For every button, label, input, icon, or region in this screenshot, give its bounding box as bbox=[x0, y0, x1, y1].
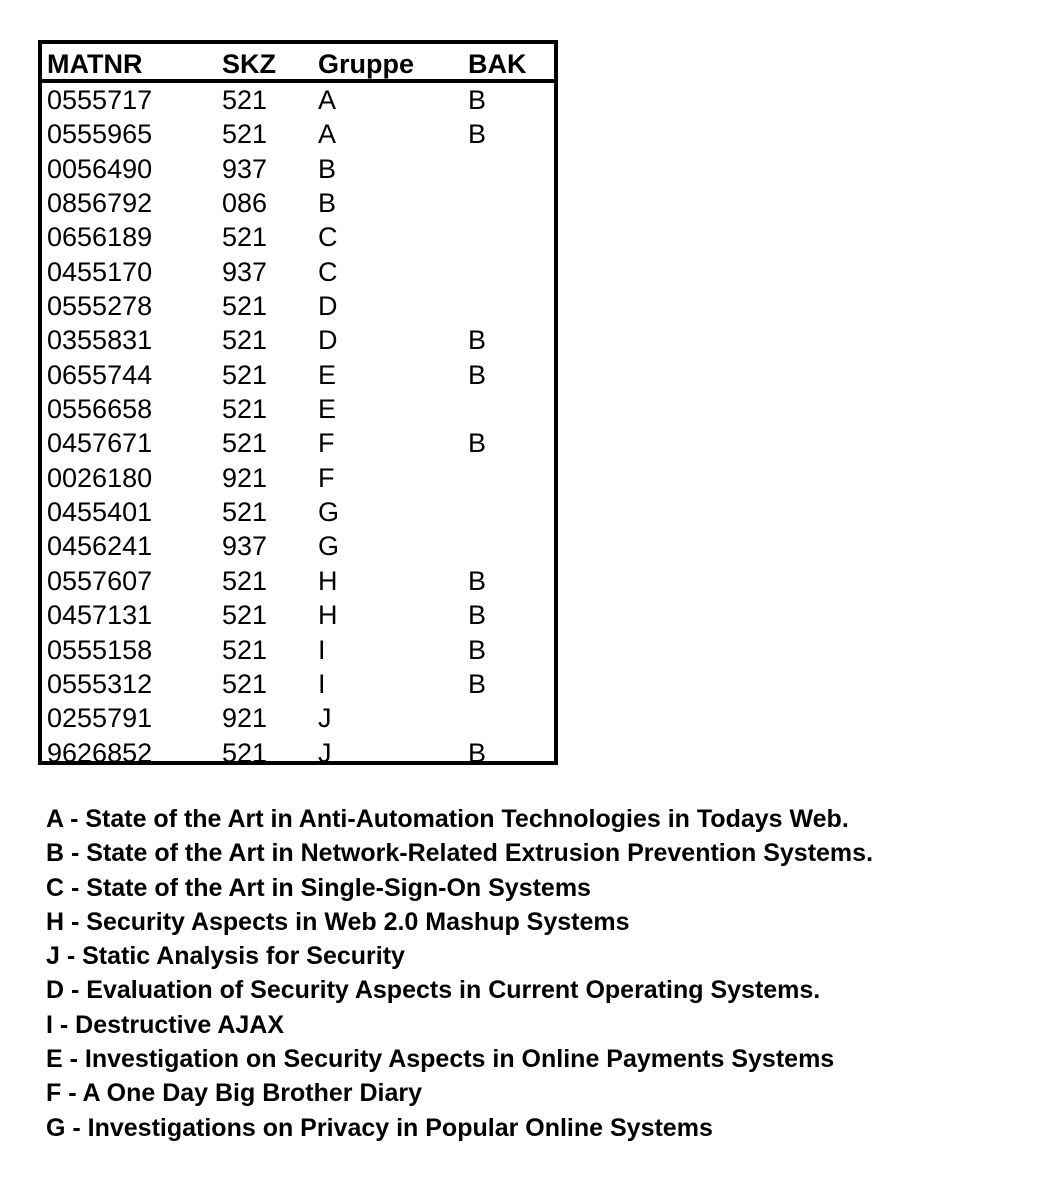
cell-bak: B bbox=[468, 325, 487, 356]
cell-bak: B bbox=[468, 737, 487, 768]
cell-skz: 521 bbox=[222, 394, 268, 425]
cell-matnr: 0556658 bbox=[47, 394, 153, 425]
header-bak: BAK bbox=[468, 49, 527, 79]
cell-skz: 521 bbox=[222, 634, 268, 665]
cell-skz: 521 bbox=[222, 497, 268, 528]
cell-matnr: 0026180 bbox=[47, 462, 153, 493]
cell-gruppe: I bbox=[318, 634, 326, 665]
cell-gruppe: C bbox=[318, 222, 338, 253]
cell-gruppe: E bbox=[318, 359, 337, 390]
cell-skz: 521 bbox=[222, 600, 268, 631]
cell-gruppe: B bbox=[318, 188, 337, 219]
legend-item: D - Evaluation of Security Aspects in Current Operating Systems. bbox=[46, 976, 821, 1005]
table-row bbox=[42, 358, 554, 392]
cell-gruppe: D bbox=[318, 291, 338, 322]
cell-skz: 921 bbox=[222, 462, 268, 493]
cell-gruppe: E bbox=[318, 394, 337, 425]
table-row bbox=[42, 701, 554, 735]
cell-matnr: 0555717 bbox=[47, 85, 153, 115]
legend-item: G - Investigations on Privacy in Popular Online Systems bbox=[46, 1113, 713, 1142]
table-header-row bbox=[42, 44, 554, 83]
cell-matnr: 0457671 bbox=[47, 428, 153, 459]
cell-matnr: 0056490 bbox=[47, 153, 153, 184]
cell-gruppe: B bbox=[318, 153, 337, 184]
cell-gruppe: A bbox=[318, 119, 337, 150]
header-skz: SKZ bbox=[222, 49, 276, 79]
cell-bak: B bbox=[468, 565, 487, 596]
cell-bak: B bbox=[468, 359, 487, 390]
cell-gruppe: J bbox=[318, 737, 332, 768]
cell-gruppe: J bbox=[318, 703, 332, 734]
cell-skz: 521 bbox=[222, 668, 268, 699]
cell-gruppe: D bbox=[318, 325, 338, 356]
cell-gruppe: G bbox=[318, 497, 340, 528]
cell-skz: 086 bbox=[222, 188, 268, 219]
table-row bbox=[42, 220, 554, 254]
cell-gruppe: G bbox=[318, 531, 340, 562]
legend-item: H - Security Aspects in Web 2.0 Mashup Systems bbox=[46, 907, 630, 936]
cell-matnr: 0656189 bbox=[47, 222, 153, 253]
table-row bbox=[42, 461, 554, 495]
table-row bbox=[42, 323, 554, 357]
cell-matnr: 0456241 bbox=[47, 531, 153, 562]
cell-skz: 937 bbox=[222, 153, 268, 184]
cell-bak: B bbox=[468, 428, 487, 459]
cell-gruppe: H bbox=[318, 600, 338, 631]
cell-skz: 921 bbox=[222, 703, 268, 734]
table-row bbox=[42, 495, 554, 529]
cell-bak: B bbox=[468, 634, 487, 665]
cell-bak: B bbox=[468, 668, 487, 699]
cell-bak: B bbox=[468, 600, 487, 631]
cell-matnr: 0457131 bbox=[47, 600, 153, 631]
table-row bbox=[42, 564, 554, 598]
legend-item: F - A One Day Big Brother Diary bbox=[46, 1079, 422, 1108]
cell-matnr: 0557607 bbox=[47, 565, 153, 596]
cell-gruppe: F bbox=[318, 462, 335, 493]
table-row bbox=[42, 152, 554, 186]
table-row bbox=[42, 83, 554, 117]
cell-matnr: 0856792 bbox=[47, 188, 153, 219]
cell-matnr: 0555158 bbox=[47, 634, 153, 665]
cell-gruppe: I bbox=[318, 668, 326, 699]
table-row bbox=[42, 117, 554, 151]
cell-gruppe: H bbox=[318, 565, 338, 596]
cell-skz: 521 bbox=[222, 359, 268, 390]
table-row bbox=[42, 392, 554, 426]
cell-gruppe: F bbox=[318, 428, 335, 459]
table-row bbox=[42, 426, 554, 460]
legend-item: C - State of the Art in Single-Sign-On Systems bbox=[46, 873, 591, 902]
cell-skz: 521 bbox=[222, 737, 268, 768]
table-row bbox=[42, 289, 554, 323]
cell-matnr: 0255791 bbox=[47, 703, 153, 734]
header-gruppe: Gruppe bbox=[318, 49, 415, 79]
cell-matnr: 0355831 bbox=[47, 325, 153, 356]
cell-matnr: 9626852 bbox=[47, 737, 153, 768]
cell-gruppe: A bbox=[318, 85, 337, 115]
table-row bbox=[42, 633, 554, 667]
legend-item: E - Investigation on Security Aspects in Online Payments Systems bbox=[46, 1045, 835, 1074]
cell-matnr: 0555278 bbox=[47, 291, 153, 322]
header-matnr: MATNR bbox=[47, 49, 143, 79]
table-row bbox=[42, 598, 554, 632]
table-body bbox=[42, 83, 554, 770]
cell-skz: 521 bbox=[222, 85, 268, 115]
cell-matnr: 0455170 bbox=[47, 256, 153, 287]
student-group-table bbox=[38, 40, 558, 768]
table-row bbox=[42, 736, 554, 770]
table-row bbox=[42, 667, 554, 701]
legend-item: A - State of the Art in Anti-Automation Technologies in Todays Web. bbox=[46, 805, 849, 833]
table-row bbox=[42, 529, 554, 563]
cell-gruppe: C bbox=[318, 256, 338, 287]
cell-skz: 521 bbox=[222, 428, 268, 459]
legend-item: B - State of the Art in Network-Related Extrusion Prevention Systems. bbox=[46, 839, 874, 868]
cell-skz: 521 bbox=[222, 119, 268, 150]
legend-item: I - Destructive AJAX bbox=[46, 1010, 285, 1039]
table-row bbox=[42, 186, 554, 220]
cell-skz: 521 bbox=[222, 325, 268, 356]
cell-skz: 937 bbox=[222, 531, 268, 562]
cell-matnr: 0555312 bbox=[47, 668, 153, 699]
cell-bak: B bbox=[468, 85, 487, 115]
cell-matnr: 0555965 bbox=[47, 119, 153, 150]
cell-skz: 937 bbox=[222, 256, 268, 287]
cell-skz: 521 bbox=[222, 291, 268, 322]
cell-skz: 521 bbox=[222, 222, 268, 253]
legend-item: J - Static Analysis for Security bbox=[46, 942, 405, 971]
cell-matnr: 0655744 bbox=[47, 359, 153, 390]
topic-legend bbox=[46, 802, 873, 1145]
cell-matnr: 0455401 bbox=[47, 497, 153, 528]
table-row bbox=[42, 255, 554, 289]
cell-skz: 521 bbox=[222, 565, 268, 596]
cell-bak: B bbox=[468, 119, 487, 150]
